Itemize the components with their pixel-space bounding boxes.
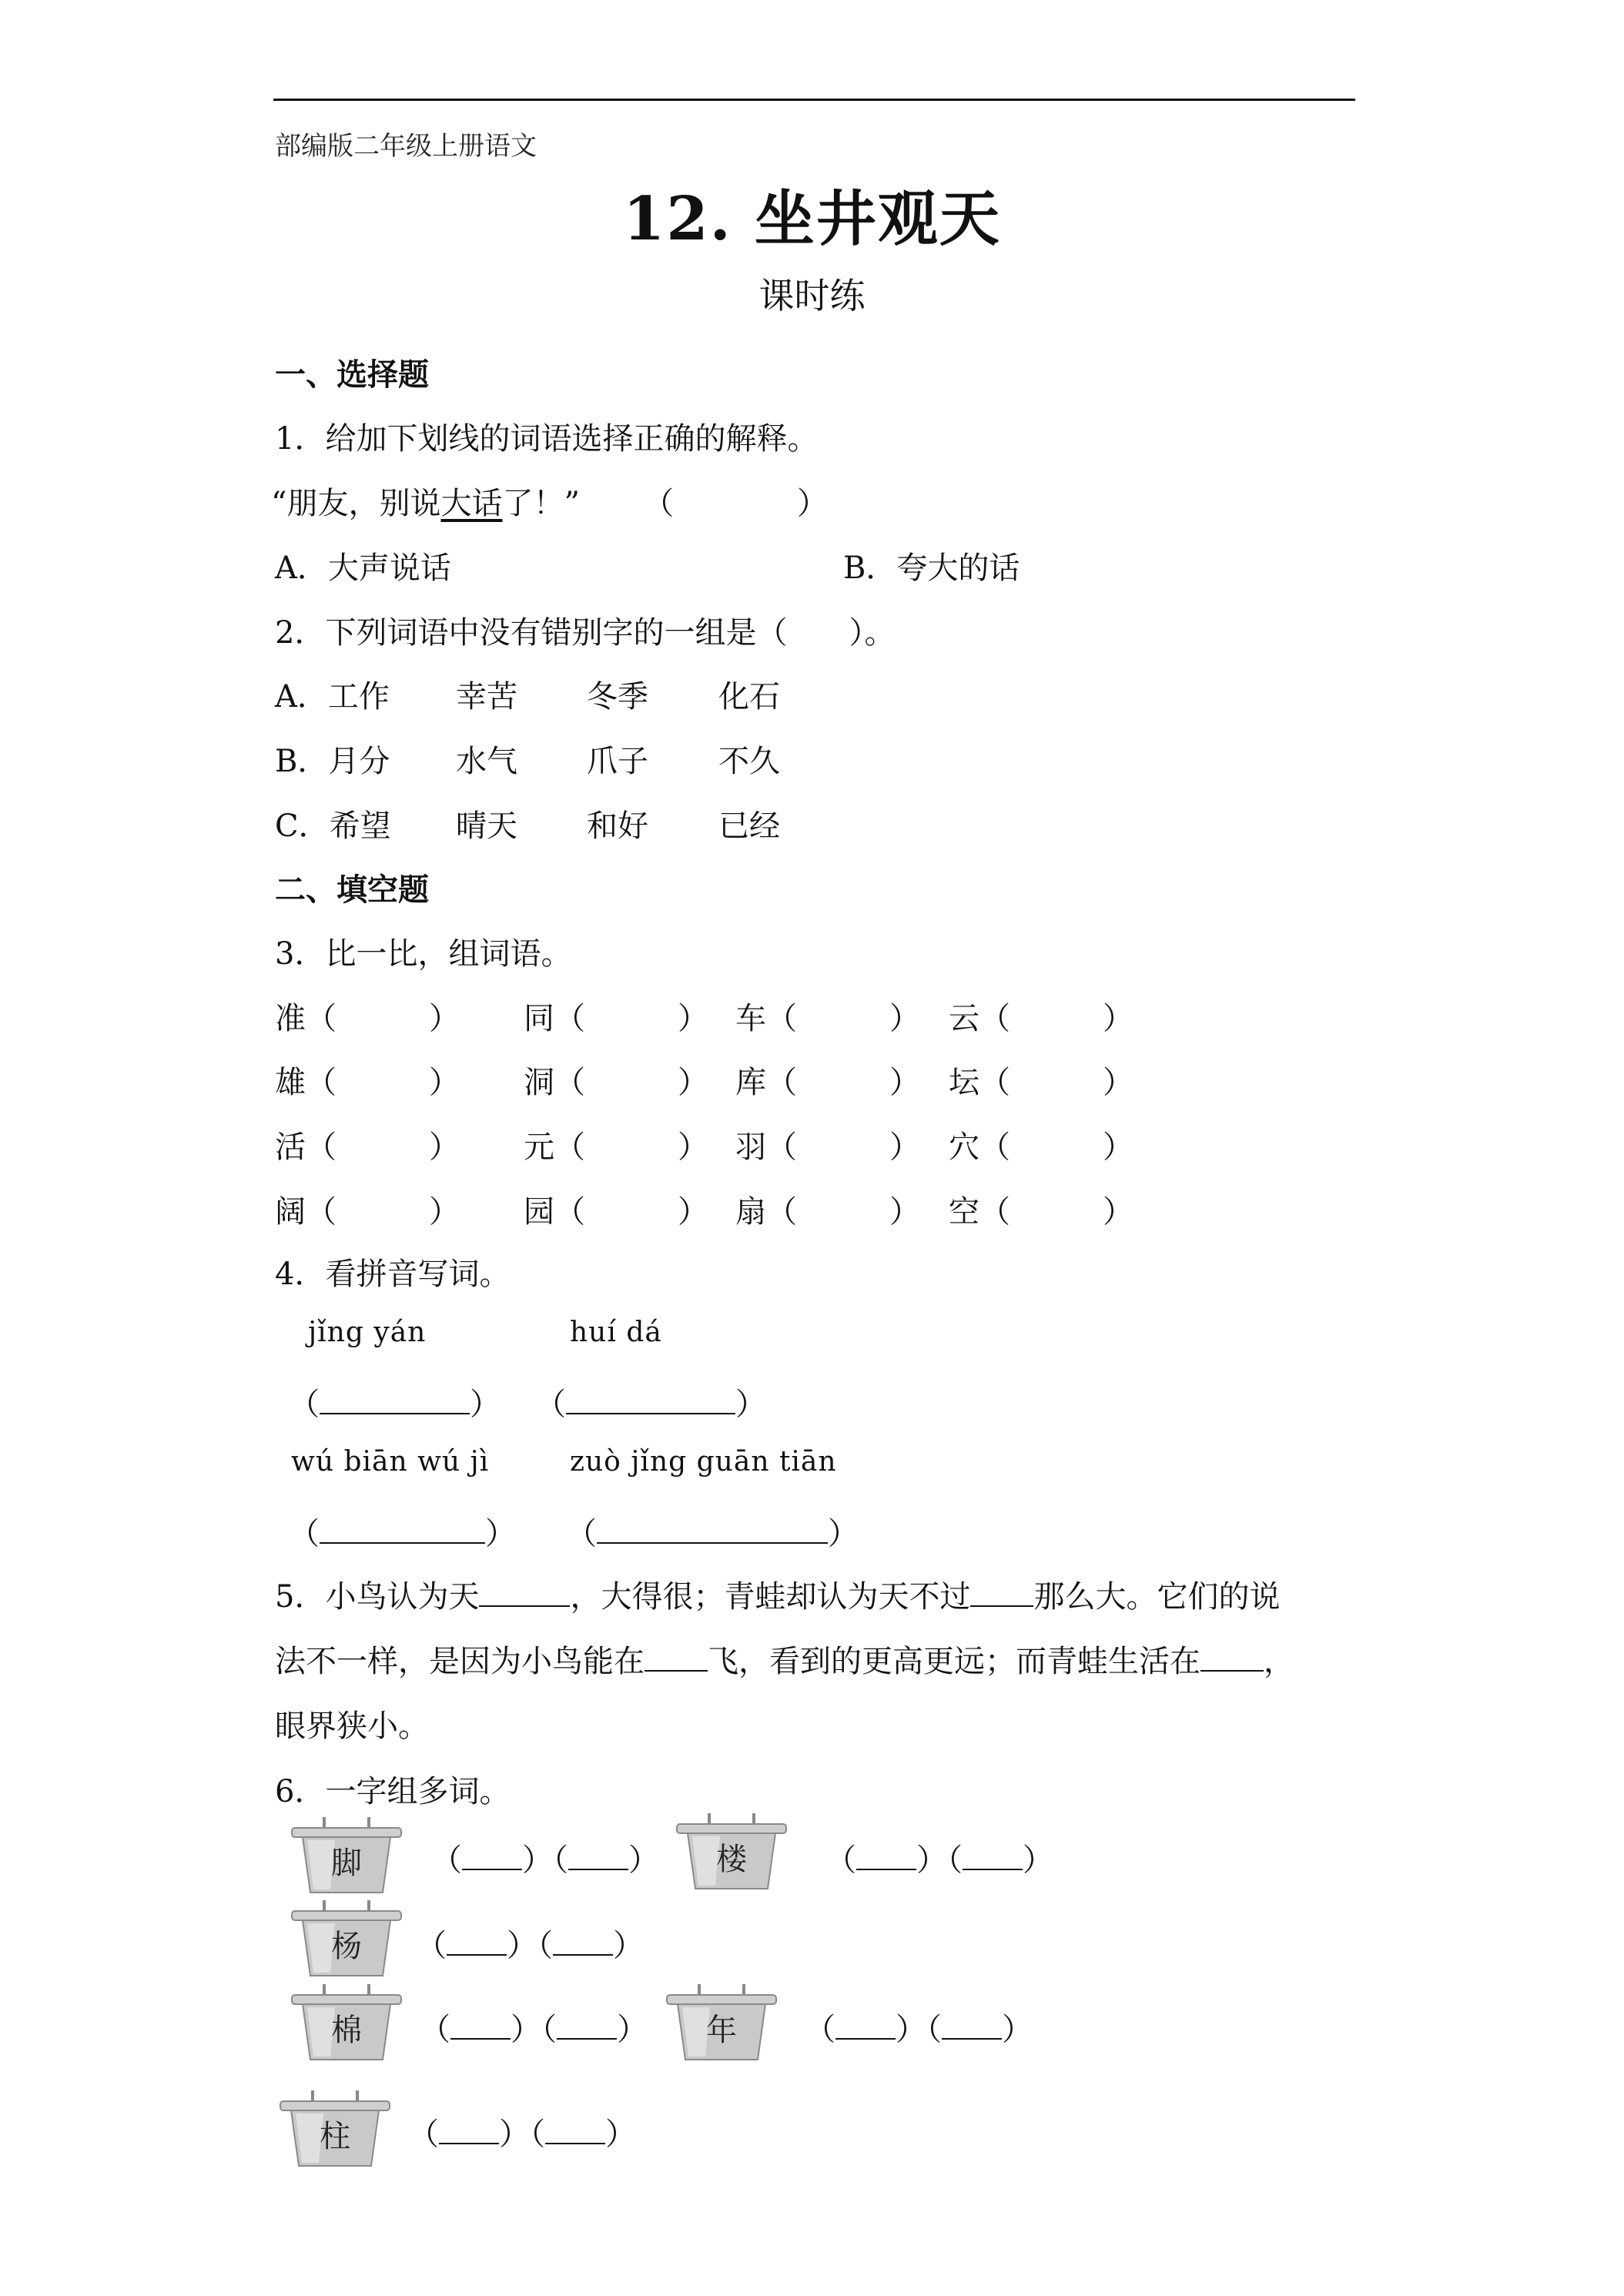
basket-char: 杨: [331, 1929, 362, 1964]
q5-line-1: [275, 1572, 1280, 1616]
char-basket: [674, 1813, 789, 1894]
q3-char: 坛: [949, 1065, 979, 1100]
q2-c-word4: 已经: [718, 808, 780, 844]
open-paren: （: [553, 1842, 568, 1878]
q3-answer-paren[interactable]: （ ）: [554, 1065, 708, 1100]
q2-a-word2: 幸苦: [456, 679, 517, 715]
q5-l2-b: 飞，看到的更高更远；而青蛙生活在: [708, 1644, 1200, 1679]
q3-item[interactable]: [275, 1058, 460, 1102]
q1-option-a[interactable]: A．大声说话: [275, 551, 451, 586]
q3-answer-paren[interactable]: （ ）: [306, 1194, 460, 1230]
q3-item[interactable]: [949, 994, 1133, 1038]
section-fill-heading: 二、填空题: [275, 872, 429, 908]
q3-char: 云: [949, 1001, 979, 1036]
q4-pinyin-3: wú biān wú jì: [291, 1446, 490, 1478]
q4-a4-blank[interactable]: [597, 1516, 828, 1544]
q2-c-word3: 和好: [587, 808, 648, 844]
close-paren: ）: [511, 2012, 541, 2047]
close-paren: ）: [896, 2012, 926, 2047]
q6-stem: 6．一字组多词。: [275, 1774, 511, 1809]
page-subtitle: 课时练: [758, 275, 866, 316]
q5-blank-1[interactable]: [479, 1579, 570, 1607]
close-paren: ）: [499, 2117, 530, 2152]
char-basket: [289, 1817, 404, 1898]
q3-item[interactable]: [949, 1058, 1133, 1102]
q5-l2-c: ，: [1264, 1644, 1294, 1679]
open-paren: （: [825, 1842, 856, 1878]
q3-item[interactable]: [735, 1187, 920, 1231]
q3-item[interactable]: [949, 1123, 1133, 1166]
q6-answer-group[interactable]: [825, 1836, 1053, 1879]
basket-char: 棉: [331, 2013, 362, 2048]
q3-answer-paren[interactable]: （ ）: [979, 1130, 1133, 1165]
q4-a1-open: （: [289, 1387, 320, 1422]
q4-a3-close: ）: [485, 1516, 516, 1551]
close-paren: ）: [617, 2012, 648, 2047]
close-paren: ）: [916, 1842, 947, 1878]
q6-answer-group[interactable]: [431, 1836, 659, 1879]
q5-line-3: 眼界狭小。: [275, 1709, 429, 1744]
q3-char: 阔: [275, 1194, 306, 1230]
q4-stem: 4．看拼音写词。: [275, 1257, 511, 1292]
q3-item[interactable]: [735, 1058, 920, 1102]
q2-option-c[interactable]: [275, 802, 391, 845]
q6-blank[interactable]: [856, 1842, 916, 1870]
open-paren: （: [947, 1842, 963, 1878]
q3-char: 元: [524, 1130, 554, 1165]
q6-blank[interactable]: [835, 2012, 896, 2040]
q4-a2-open: （: [535, 1387, 566, 1422]
q3-char: 同: [524, 1001, 554, 1036]
open-paren: （: [926, 2012, 942, 2047]
q3-char: 扇: [735, 1194, 766, 1230]
q3-char: 洞: [524, 1065, 554, 1100]
q4-a1-blank[interactable]: [320, 1387, 470, 1414]
q5-l1-a: 5．小鸟认为天: [275, 1579, 480, 1615]
q4-pinyin-4: zuò jǐng guān tiān: [570, 1446, 837, 1478]
q4-a4-close: ）: [828, 1516, 859, 1551]
q3-item[interactable]: [524, 1187, 708, 1231]
q3-item[interactable]: [275, 994, 460, 1038]
close-paren: ）: [1023, 1842, 1053, 1878]
q6-answer-group[interactable]: [805, 2005, 1033, 2049]
q3-answer-paren[interactable]: （ ）: [766, 1130, 920, 1165]
q6-blank[interactable]: [450, 2012, 511, 2040]
q4-answer-3[interactable]: [289, 1509, 516, 1553]
char-basket: [289, 1900, 404, 1981]
q3-answer-paren[interactable]: （ ）: [766, 1065, 920, 1100]
q3-answer-paren[interactable]: （ ）: [306, 1065, 460, 1100]
q3-answer-paren[interactable]: （ ）: [306, 1001, 460, 1036]
q3-answer-paren[interactable]: （ ）: [979, 1065, 1133, 1100]
q6-answer-group[interactable]: [420, 2005, 648, 2049]
subject-header: 部编版二年级上册语文: [275, 131, 537, 162]
q6-blank[interactable]: [462, 1842, 522, 1870]
q4-a3-blank[interactable]: [320, 1516, 485, 1544]
q3-item[interactable]: [524, 994, 708, 1038]
q4-answer-4[interactable]: [566, 1509, 859, 1553]
basket-char: 柱: [320, 2119, 350, 2154]
q2-stem: 2．下列词语中没有错别字的一组是（ ）。: [275, 615, 896, 651]
q6-blank[interactable]: [963, 1842, 1023, 1870]
q4-a3-open: （: [289, 1516, 320, 1551]
section-choice-heading: 一、选择题: [275, 357, 429, 393]
q6-blank[interactable]: [553, 1928, 613, 1956]
q5-blank-4[interactable]: [1200, 1644, 1264, 1672]
q5-blank-2[interactable]: [970, 1579, 1033, 1607]
open-paren: （: [416, 1928, 447, 1963]
q3-char: 车: [735, 1001, 766, 1036]
q2-a-label: A．工作: [275, 679, 390, 715]
basket-char: 脚: [331, 1846, 362, 1881]
q3-answer-paren[interactable]: （ ）: [306, 1130, 460, 1165]
q3-char: 园: [524, 1194, 554, 1230]
q3-answer-paren[interactable]: （ ）: [766, 1001, 920, 1036]
q1-quote-post: 了！”: [502, 486, 580, 521]
q1-answer-paren[interactable]: （ ）: [643, 486, 828, 521]
q5-line-2: [275, 1637, 1294, 1681]
q4-pinyin-1: jǐng yán: [308, 1317, 427, 1348]
q3-answer-paren[interactable]: （ ）: [766, 1194, 920, 1230]
q6-blank[interactable]: [545, 2117, 605, 2144]
open-paren: （: [420, 2012, 450, 2047]
q3-item[interactable]: [735, 1123, 920, 1166]
q3-item[interactable]: [524, 1123, 708, 1166]
open-paren: （: [530, 2117, 545, 2152]
q3-item[interactable]: [275, 1187, 460, 1231]
q3-answer-paren[interactable]: （ ）: [554, 1130, 708, 1165]
q6-blank[interactable]: [557, 2012, 617, 2040]
q1-underlined-word: 大话: [440, 486, 503, 521]
q2-option-a[interactable]: [275, 672, 390, 716]
q5-l1-b: ，大得很；青蛙却认为天不过: [570, 1579, 971, 1615]
q3-char: 活: [275, 1130, 306, 1165]
q6-blank[interactable]: [447, 1928, 507, 1956]
basket-char: 楼: [716, 1842, 747, 1877]
q1-option-b[interactable]: B．夸大的话: [843, 551, 1020, 586]
q3-item[interactable]: [949, 1187, 1133, 1231]
q3-item[interactable]: [275, 1123, 460, 1166]
q3-item[interactable]: [735, 994, 920, 1038]
q6-answer-group[interactable]: [408, 2110, 636, 2154]
q6-blank[interactable]: [439, 2117, 499, 2144]
q3-char: 库: [735, 1065, 766, 1100]
close-paren: ）: [507, 1928, 537, 1963]
q5-l1-c: 那么大。它们的说: [1033, 1579, 1281, 1615]
q3-stem: 3．比一比，组词语。: [275, 936, 572, 972]
char-basket: [664, 1984, 779, 2065]
char-basket: [277, 2090, 393, 2171]
q2-option-b[interactable]: [275, 737, 390, 781]
q5-l2-a: 法不一样，是因为小鸟能在: [275, 1644, 645, 1679]
q3-answer-paren[interactable]: （ ）: [979, 1194, 1133, 1230]
q3-answer-paren[interactable]: （ ）: [554, 1194, 708, 1230]
q3-answer-paren[interactable]: （ ）: [554, 1001, 708, 1036]
close-paren: ）: [613, 1928, 644, 1963]
q3-char: 羽: [735, 1130, 766, 1165]
q2-b-word3: 爪子: [587, 744, 648, 779]
q3-char: 空: [949, 1194, 979, 1230]
open-paren: （: [431, 1842, 462, 1878]
open-paren: （: [537, 1928, 553, 1963]
q2-a-word4: 化石: [718, 679, 780, 715]
q2-c-label: C．希望: [275, 808, 391, 844]
q5-blank-3[interactable]: [645, 1644, 708, 1672]
q6-blank[interactable]: [568, 1842, 628, 1870]
open-paren: （: [541, 2012, 557, 2047]
q6-blank[interactable]: [942, 2012, 1002, 2040]
q3-answer-paren[interactable]: （ ）: [979, 1001, 1133, 1036]
close-paren: ）: [522, 1842, 553, 1878]
char-basket: [289, 1984, 404, 2065]
q1-quote: [271, 479, 580, 523]
open-paren: （: [805, 2012, 835, 2047]
q1-quote-pre: “朋友，别说: [271, 486, 441, 521]
q4-a2-close: ）: [735, 1387, 766, 1422]
q3-item[interactable]: [524, 1058, 708, 1102]
q6-answer-group[interactable]: [416, 1921, 644, 1965]
close-paren: ）: [628, 1842, 659, 1878]
q3-char: 准: [275, 1001, 306, 1036]
page-title: 12. 坐井观天: [623, 184, 1001, 254]
open-paren: （: [408, 2117, 439, 2152]
q4-answer-2[interactable]: [535, 1380, 766, 1424]
q2-b-label: B．月分: [275, 744, 390, 779]
q4-answer-1[interactable]: [289, 1380, 501, 1424]
q2-b-word4: 不久: [718, 744, 780, 779]
q1-stem: 1．给加下划线的词语选择正确的解释。: [275, 421, 819, 457]
q4-pinyin-2: huí dá: [570, 1317, 662, 1348]
q4-a2-blank[interactable]: [566, 1387, 735, 1414]
basket-char: 年: [706, 2013, 737, 2048]
close-paren: ）: [1002, 2012, 1033, 2047]
top-rule: [273, 99, 1355, 101]
q3-char: 雄: [275, 1065, 306, 1100]
q3-char: 穴: [949, 1130, 979, 1165]
q2-b-word2: 水气: [456, 744, 517, 779]
q2-c-word2: 晴天: [456, 808, 517, 844]
close-paren: ）: [605, 2117, 636, 2152]
q4-a4-open: （: [566, 1516, 597, 1551]
q4-a1-close: ）: [470, 1387, 501, 1422]
q2-a-word3: 冬季: [587, 679, 648, 715]
